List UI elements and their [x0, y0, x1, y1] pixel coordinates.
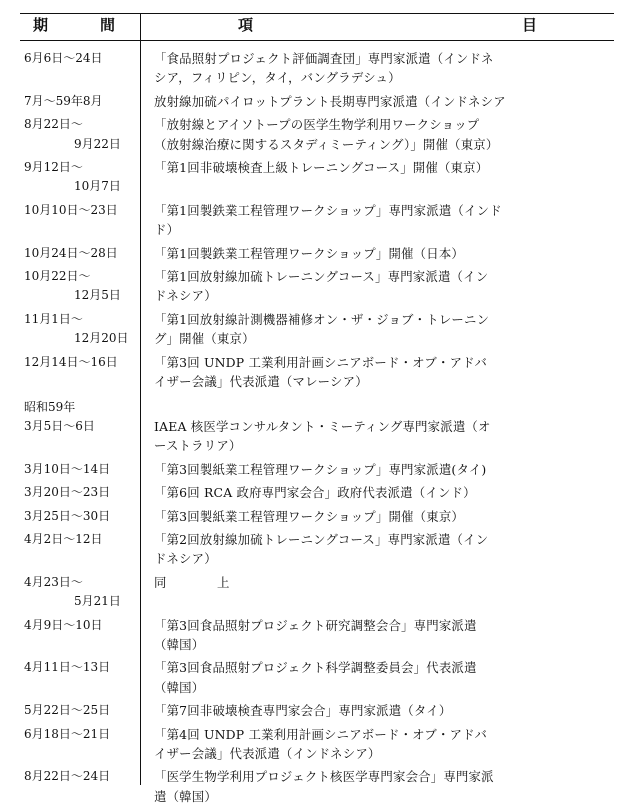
item-line: ドネシア） [154, 551, 217, 567]
table-row [24, 92, 614, 111]
period-cell [24, 201, 146, 220]
item-line: 「第3回 UNDP 工業利用計画シニアボード・オブ・アドバ [154, 354, 488, 370]
table-row [24, 573, 614, 612]
item-cell [146, 49, 614, 88]
item-line: 「第1回放射線加硫トレーニングコース」専門家派遣（イン [154, 269, 489, 285]
header-item-char2: 目 [522, 16, 538, 34]
period-cell [24, 658, 146, 677]
period-line: 10月10日～23日 [24, 202, 118, 217]
item-line: 「第1回製鉄業工程管理ワークショップ」専門家派遣（インド [154, 202, 502, 218]
table-row [24, 460, 614, 479]
period-cell [24, 701, 146, 720]
table-row [24, 530, 614, 569]
item-line: イザー会議」代表派遣（インドネシア） [154, 746, 381, 761]
item-line: 「第3回製紙業工程管理ワークショップ」専門家派遣(タイ) [154, 461, 487, 477]
item-cell [146, 417, 614, 456]
period-cell [24, 92, 146, 111]
period-cell [24, 767, 146, 786]
period-line: 3月10日～14日 [24, 461, 111, 476]
item-line: 遣（韓国） [154, 788, 217, 804]
period-cell [24, 310, 146, 349]
item-line: 「医学生物学利用プロジェクト核医学専門家会合」専門家派 [154, 769, 494, 785]
item-line: ーストラリア） [154, 438, 242, 454]
period-line: 4月9日～10日 [24, 617, 103, 632]
item-line: イザー会議」代表派遣（マレーシア） [154, 374, 368, 390]
period-line: 11月1日～ [24, 311, 83, 326]
item-cell [146, 158, 614, 177]
item-line: （韓国） [154, 636, 205, 652]
item-line: 「第3回製紙業工程管理ワークショップ」開催（東京） [154, 508, 465, 524]
header-item-char1: 項 [238, 16, 254, 34]
item-line: 「第1回放射線計測機器補修オン・ザ・ジョブ・トレーニン [154, 311, 490, 327]
table-row [24, 483, 614, 502]
item-line: 同 上 [154, 574, 230, 590]
period-line: 3月5日～6日 [24, 418, 95, 433]
period-cell [24, 267, 146, 306]
period-cell [24, 417, 146, 436]
period-line: 5月22日～25日 [24, 703, 111, 718]
period-line: 7月～59年8月 [24, 93, 103, 108]
item-line: 「第2回放射線加硫トレーニングコース」専門家派遣（イン [154, 531, 489, 547]
item-cell [146, 244, 614, 263]
table-top-rule [20, 13, 614, 14]
period-line: 4月11日～13日 [24, 660, 111, 675]
header-period-char2: 間 [100, 16, 116, 34]
item-line: （韓国） [154, 679, 205, 695]
item-line: 「食品照射プロジェクト評価調査団」専門家派遣（インドネ [154, 51, 494, 66]
item-cell [146, 530, 614, 569]
table-row [24, 507, 614, 526]
item-cell [146, 616, 614, 655]
period-line: 4月2日～12日 [24, 531, 103, 546]
table-row [24, 658, 614, 697]
era-label: 昭和59年 [24, 399, 76, 414]
period-line: 8月22日～24日 [24, 769, 111, 784]
item-line: （放射線治療に関するスタディミーティング）」開催（東京） [154, 136, 499, 152]
period-cell [24, 460, 146, 479]
period-cell [24, 616, 146, 635]
period-line: 5月21日 [74, 594, 121, 609]
table-row [24, 417, 614, 456]
item-cell [146, 460, 614, 479]
item-cell [146, 310, 614, 349]
item-line: シア，フィリピン，タイ，バングラデシュ） [154, 70, 401, 86]
item-line: ド） [154, 222, 180, 238]
period-line: 6月18日～21日 [24, 726, 111, 741]
item-cell [146, 658, 614, 697]
table-row [24, 310, 614, 349]
item-line: ドネシア） [154, 288, 217, 304]
period-cell [24, 244, 146, 263]
period-line: 12月14日～16日 [24, 354, 118, 369]
period-cell [24, 507, 146, 526]
table-body [24, 49, 614, 806]
period-line: 8月22日～ [24, 117, 83, 132]
item-line: 「第1回非破壊検査上級トレーニングコース」開催（東京） [154, 160, 489, 176]
item-line: 「第3回食品照射プロジェクト科学調整委員会」代表派遣 [154, 660, 477, 676]
period-line: 4月23日～ [24, 574, 83, 589]
item-line: IAEA 核医学コンサルタント・ミーティング専門家派遣（オ [154, 418, 491, 434]
item-cell [146, 573, 614, 592]
period-cell [24, 530, 146, 549]
item-cell [146, 353, 614, 392]
table-header-rule [20, 40, 614, 41]
table-row [24, 244, 614, 263]
period-line: 12月20日 [74, 331, 129, 346]
item-cell [146, 507, 614, 526]
table-row [24, 115, 614, 154]
period-line: 9月12日～ [24, 160, 83, 175]
table-row [24, 353, 614, 392]
period-line: 10月22日～ [24, 269, 91, 284]
item-line: 「第7回非破壊検査専門家会合」専門家派遣（タイ） [154, 703, 452, 719]
item-cell [146, 115, 614, 154]
item-cell [146, 701, 614, 720]
table-row [24, 767, 614, 806]
table-row [24, 158, 614, 197]
header-period-char1: 期 [33, 16, 49, 34]
table-row [24, 725, 614, 764]
period-line: 3月20日～23日 [24, 485, 111, 500]
item-line: 「第6回 RCA 政府専門家会合」政府代表派遣（インド） [154, 485, 476, 501]
period-cell [24, 353, 146, 372]
table-row [24, 616, 614, 655]
period-line: 12月5日 [74, 288, 121, 303]
item-line: 放射線加硫パイロットプラント長期専門家派遣（インドネシア [154, 93, 506, 109]
period-line: 3月25日～30日 [24, 508, 111, 523]
period-line: 9月22日 [74, 136, 121, 151]
period-cell [24, 725, 146, 744]
period-line: 6月6日～24日 [24, 51, 103, 65]
period-cell [24, 573, 146, 612]
item-cell [146, 201, 614, 240]
item-cell [146, 725, 614, 764]
item-line: 「放射線とアイソトープの医学生物学利用ワークショップ [154, 117, 480, 133]
period-cell [24, 49, 146, 68]
table-row [24, 267, 614, 306]
period-line: 10月24日～28日 [24, 245, 118, 260]
period-cell [24, 158, 146, 197]
period-cell [24, 115, 146, 154]
item-cell [146, 767, 614, 806]
item-cell [146, 267, 614, 306]
item-line: 「第4回 UNDP 工業利用計画シニアボード・オブ・アドバ [154, 726, 488, 742]
item-line: グ」開催（東京） [154, 331, 255, 347]
table-row [24, 201, 614, 240]
table-row [24, 49, 614, 88]
item-cell [146, 483, 614, 502]
item-line: 「第3回食品照射プロジェクト研究調整会合」専門家派遣 [154, 617, 477, 633]
item-line: 「第1回製鉄業工程管理ワークショップ」開催（日本） [154, 245, 465, 261]
table-row [24, 701, 614, 720]
period-line: 10月7日 [74, 179, 121, 194]
period-cell [24, 483, 146, 502]
item-cell [146, 92, 614, 111]
